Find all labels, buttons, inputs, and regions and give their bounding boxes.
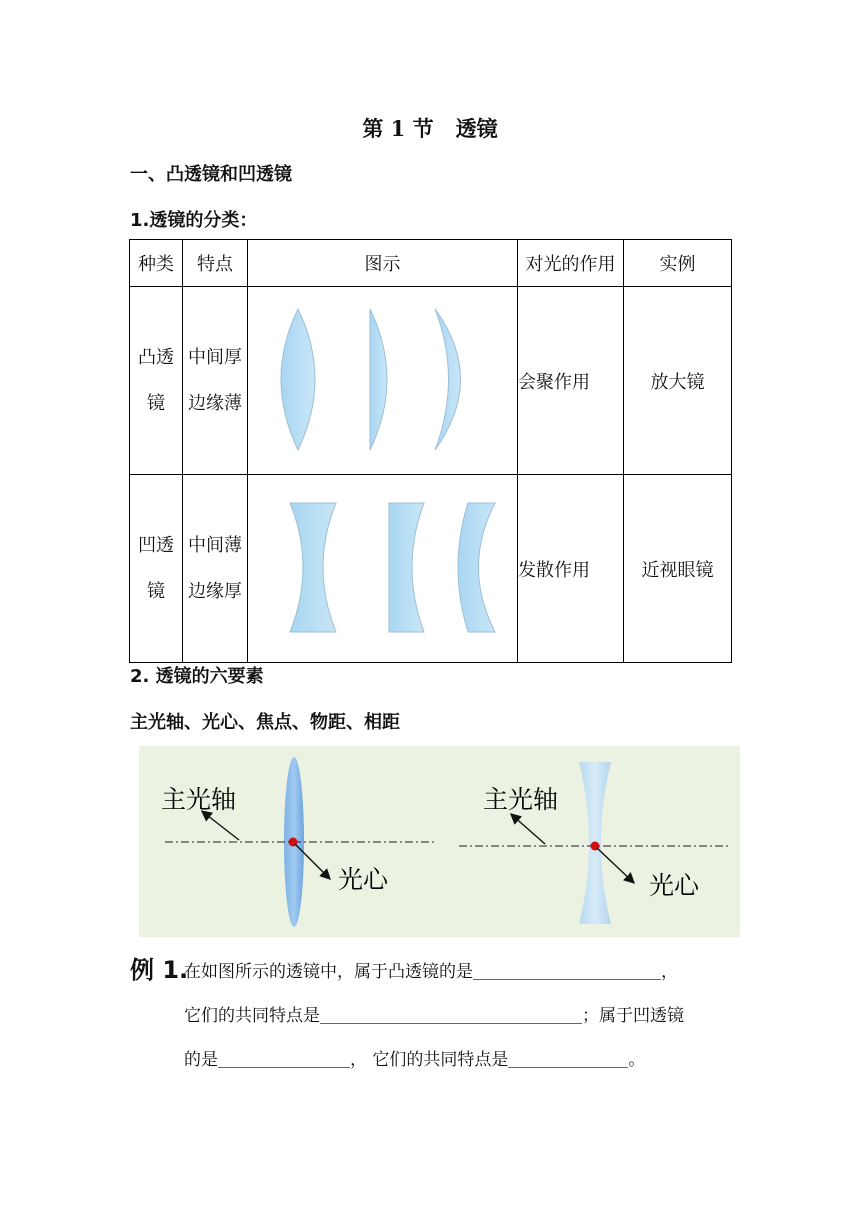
lens-axis-diagram xyxy=(139,746,740,937)
concave-lens-figures xyxy=(248,475,518,663)
elements-list: 主光轴、光心、焦点、物距、相距 xyxy=(130,712,400,733)
section-number: 第 1 节 xyxy=(362,116,434,141)
header-figure: 图示 xyxy=(248,240,518,287)
page-title xyxy=(0,113,860,143)
answer-blank-2[interactable] xyxy=(320,1005,582,1024)
example-cell: 放大镜 xyxy=(624,287,732,475)
section-topic: 透镜 xyxy=(455,116,498,141)
answer-blank-3[interactable] xyxy=(218,1049,350,1068)
answer-blank-1[interactable] xyxy=(473,961,661,980)
header-example: 实例 xyxy=(624,240,732,287)
effect-cell: 会聚作用 xyxy=(518,287,624,475)
kind-cell: 凸透 镜 xyxy=(130,287,183,475)
lens-classification-table xyxy=(129,239,732,663)
meniscus-concave-lens-icon xyxy=(458,503,495,632)
effect-cell: 发散作用 xyxy=(518,475,624,663)
center-label-right: 光心 xyxy=(649,871,700,900)
table-row xyxy=(130,287,732,475)
example-cell: 近视眼镜 xyxy=(624,475,732,663)
table-header-row xyxy=(130,240,732,287)
table-row xyxy=(130,475,732,663)
axis-label-right: 主光轴 xyxy=(483,785,559,814)
convex-lens-figures xyxy=(248,287,518,475)
axis-label-left: 主光轴 xyxy=(161,785,237,814)
example-line-3: 的是 ， 它们的共同特点是 。 xyxy=(184,1050,646,1070)
plano-convex-lens-icon xyxy=(370,309,387,450)
feature-cell: 中间厚 边缘薄 xyxy=(183,287,248,475)
center-label-left: 光心 xyxy=(338,865,389,894)
header-kind: 种类 xyxy=(130,240,183,287)
example-line-2: 它们的共同特点是 ；属于凹透镜 xyxy=(184,1006,684,1026)
kind-cell: 凹透 镜 xyxy=(130,475,183,663)
example-label: 例 1. xyxy=(130,956,189,984)
biconvex-lens-icon xyxy=(281,309,315,450)
header-feature: 特点 xyxy=(183,240,248,287)
feature-cell: 中间薄 边缘厚 xyxy=(183,475,248,663)
heading-six-elements: 2. 透镜的六要素 xyxy=(130,666,264,687)
example-line-1: 在如图所示的透镜中，属于凸透镜的是 ， xyxy=(184,962,678,982)
header-effect: 对光的作用 xyxy=(518,240,624,287)
answer-blank-4[interactable] xyxy=(508,1049,628,1068)
meniscus-convex-lens-icon xyxy=(435,309,461,450)
heading-convex-concave: 一、凸透镜和凹透镜 xyxy=(130,164,292,185)
heading-classification: 1.透镜的分类： xyxy=(130,210,258,231)
biconcave-lens-icon xyxy=(290,503,336,632)
plano-concave-lens-icon xyxy=(389,503,424,632)
